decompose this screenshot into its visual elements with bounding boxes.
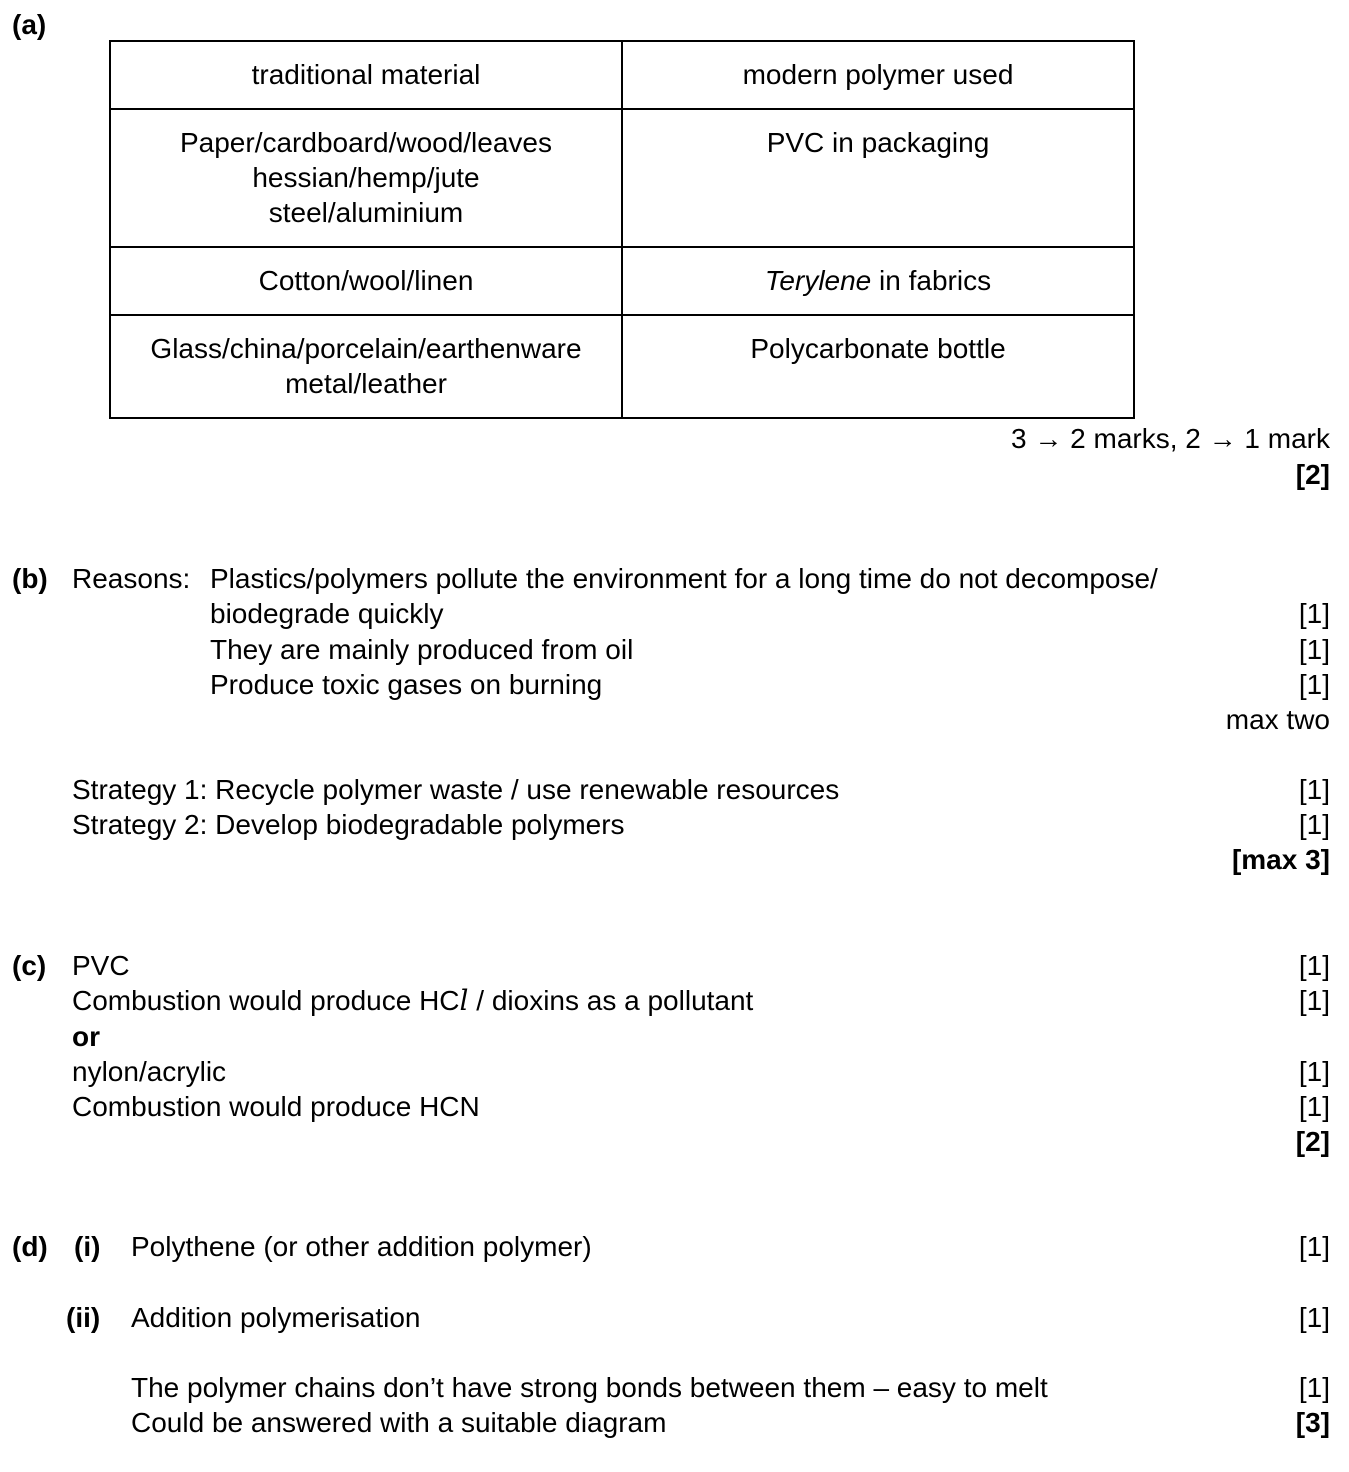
mark: [1] bbox=[1298, 1372, 1330, 1403]
header-modern: modern polymer used bbox=[622, 41, 1134, 109]
mark: [1] bbox=[1298, 1056, 1330, 1087]
part-c-label: (c) bbox=[12, 950, 47, 981]
reason-line: Produce toxic gases on burning bbox=[210, 669, 603, 700]
cell-traditional: Paper/cardboard/wood/leaves hessian/hemp/jute steel/aluminium bbox=[110, 109, 622, 247]
answer-line: Addition polymerisation bbox=[131, 1302, 421, 1333]
table-row bbox=[110, 109, 1134, 247]
answer-line: The polymer chains don’t have strong bonds between them – easy to melt bbox=[131, 1372, 1048, 1403]
mark: [1] bbox=[1298, 634, 1330, 665]
cell-modern: Terylene in fabrics bbox=[622, 247, 1134, 315]
answer-line: Combustion would produce HCN bbox=[72, 1091, 480, 1122]
reason-line: Plastics/polymers pollute the environment for a long time do not decompose/ bbox=[210, 563, 1158, 594]
part-d-label: (d) bbox=[12, 1231, 48, 1262]
mark: [1] bbox=[1298, 1091, 1330, 1122]
answer-line: nylon/acrylic bbox=[72, 1056, 227, 1087]
table-header-row bbox=[110, 41, 1134, 109]
answer-line: Polythene (or other addition polymer) bbox=[131, 1231, 592, 1262]
strategy-line: Strategy 2: Develop biodegradable polymers bbox=[72, 809, 625, 840]
max-note: max two bbox=[1225, 704, 1330, 735]
part-b-total: [max 3] bbox=[1231, 844, 1330, 875]
cell-traditional: Cotton/wool/linen bbox=[110, 247, 622, 315]
part-c-total: [2] bbox=[1295, 1126, 1330, 1157]
mark: [1] bbox=[1298, 774, 1330, 805]
mark: [1] bbox=[1298, 1302, 1330, 1333]
part-a-label: (a) bbox=[12, 9, 47, 40]
answer-line: PVC bbox=[72, 950, 130, 981]
header-traditional: traditional material bbox=[110, 41, 622, 109]
reason-line: biodegrade quickly bbox=[210, 598, 444, 629]
cell-modern: PVC in packaging bbox=[622, 109, 1134, 247]
table-row bbox=[110, 247, 1134, 315]
cell-traditional: Glass/china/porcelain/earthenware metal/leather bbox=[110, 315, 622, 418]
reasons-label: Reasons: bbox=[72, 563, 191, 594]
or-label: or bbox=[72, 1021, 100, 1052]
part-a-total: [2] bbox=[1295, 459, 1330, 490]
table-row bbox=[110, 315, 1134, 418]
answer-line: Combustion would produce HCl / dioxins as a pollutant bbox=[72, 984, 754, 1017]
mark: [1] bbox=[1298, 669, 1330, 700]
part-b-label: (b) bbox=[12, 563, 48, 594]
mark: [1] bbox=[1298, 1231, 1330, 1262]
mark: [1] bbox=[1298, 809, 1330, 840]
sub-ii-label: (ii) bbox=[66, 1302, 101, 1333]
cell-modern: Polycarbonate bottle bbox=[622, 315, 1134, 418]
strategy-line: Strategy 1: Recycle polymer waste / use renewable resources bbox=[72, 774, 840, 805]
reason-line: They are mainly produced from oil bbox=[210, 634, 634, 665]
mark: [1] bbox=[1298, 950, 1330, 981]
mark: [1] bbox=[1298, 985, 1330, 1016]
sub-i-label: (i) bbox=[74, 1231, 101, 1262]
materials-table bbox=[109, 40, 1135, 419]
part-d-total: [3] bbox=[1295, 1407, 1330, 1438]
marks-note: 3 → 2 marks, 2 → 1 mark bbox=[1011, 423, 1330, 454]
answer-line: Could be answered with a suitable diagram bbox=[131, 1407, 667, 1438]
mark: [1] bbox=[1298, 598, 1330, 629]
